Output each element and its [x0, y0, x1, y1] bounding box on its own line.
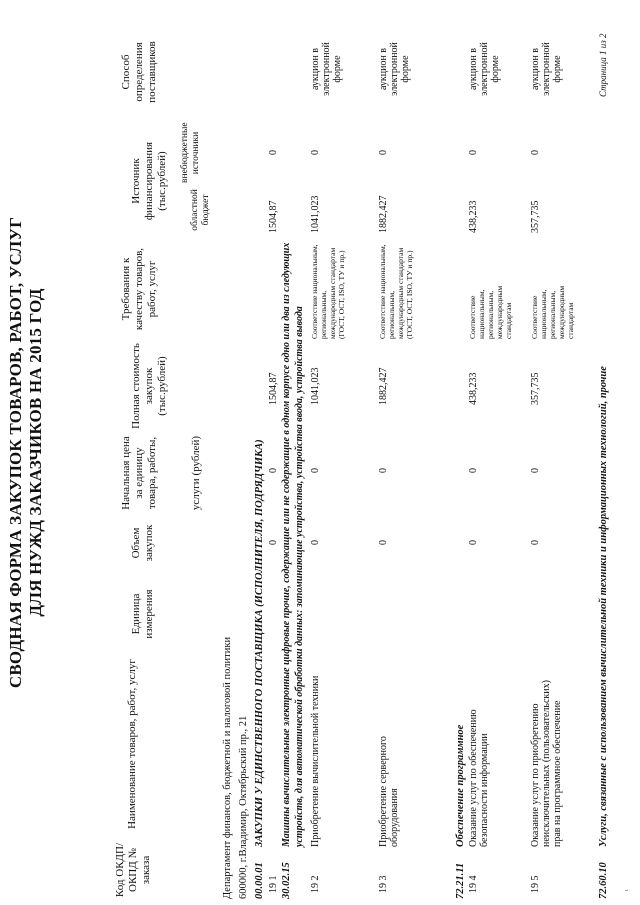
- document-title-line2: ДЛЯ НУЖД ЗАКАЗЧИКОВ НА 2015 ГОД: [26, 288, 45, 617]
- row-19-3-method: аукцион в электронной форме: [378, 42, 411, 96]
- row-19-5-code: 19 5: [530, 875, 541, 893]
- group2-title: Обеспечение программное: [455, 724, 466, 847]
- header-price: Начальная цена за единицу товара, работы,: [120, 436, 158, 510]
- header-name: Наименование товаров, работ, услуг: [126, 659, 138, 829]
- group1-title-line2: устройств, для автоматической обработки данных: запоминающие устройства, устройства ввода, устройства вывода: [294, 306, 305, 847]
- scan-mark: ɩ: [624, 889, 630, 891]
- row-19-3-code: 19 3: [378, 875, 389, 893]
- row-19-4-price: 0: [468, 468, 479, 473]
- row-19-1-price: 0: [268, 468, 279, 473]
- row-19-2-name: Приобретение вычислительной техники: [310, 675, 321, 847]
- group1-code: 30.02.15: [281, 862, 292, 899]
- row-19-5-extra: 0: [530, 150, 541, 155]
- row-19-1-volume: 0: [268, 540, 279, 545]
- row-19-2-method: аукцион в электронной форме: [310, 42, 343, 96]
- group1-title-line1: Машины вычислительные электронные цифровые прочие, содержащие или не содержащие в одном корпусе одно или два из следующих: [281, 242, 292, 847]
- header-code: Код ОКДП/ ОКПД № заказа: [114, 842, 152, 898]
- group3-title: Услуги, связанные с использованием вычислительной техники и информационных технологий, прочие: [598, 366, 609, 847]
- document-title-line1: СВОДНАЯ ФОРМА ЗАКУПОК ТОВАРОВ, РАБОТ, УСЛУГ: [6, 216, 25, 689]
- row-19-4-method: аукцион в электронной форме: [468, 42, 501, 96]
- row-19-2-code: 19 2: [310, 875, 321, 893]
- row-19-4-requirements: Соответствие национальным, региональным, международным стандартам: [468, 285, 513, 339]
- row-19-4-name: Оказание услуг по обеспечению безопасности информации: [468, 709, 490, 847]
- row-19-5-volume: 0: [530, 540, 541, 545]
- row-19-4-total: 438,233: [468, 372, 479, 405]
- row-19-3-extra: 0: [378, 150, 389, 155]
- header-total: Полная стоимость закупок (тыс.рублей): [130, 343, 168, 429]
- header-source-regional: областной бюджет: [190, 189, 211, 231]
- row-19-5-total: 357,735: [530, 372, 541, 405]
- row-19-1-regional: 1504,87: [268, 200, 279, 233]
- row-19-2-extra: 0: [310, 150, 321, 155]
- row-19-4-volume: 0: [468, 540, 479, 545]
- header-source: Источник финансирования (тыс.рублей): [130, 141, 168, 221]
- header-source-extra: внебюджетные источники: [180, 122, 201, 183]
- row-19-4-extra: 0: [468, 150, 479, 155]
- row-19-4-regional: 438,233: [468, 200, 479, 233]
- row-19-3-regional: 1882,427: [378, 195, 389, 233]
- row-19-1-code: 19 1: [268, 875, 279, 893]
- row-19-5-name: Оказание услуг по приобретению неисключительных (пользовательских) прав на программное обеспечение: [530, 680, 563, 847]
- customer-line1: Департамент финансов, бюджетной и налоговой политики: [222, 636, 233, 899]
- group3-code: 72.60.10: [598, 862, 609, 899]
- row-19-3-total: 1882,427: [378, 367, 389, 405]
- row-19-3-volume: 0: [378, 540, 389, 545]
- group2-code: 72.21.11: [455, 862, 466, 899]
- customer-line2: 600000, г.Владимир, Октябрьский пр., 21: [238, 715, 249, 899]
- row-19-3-requirements: Соответствие национальным, региональным, международным стандартам (ГОСТ, ОСТ, ISO, ТУ и пр.): [378, 244, 414, 339]
- row-19-1-extra: 0: [268, 150, 279, 155]
- row-19-5-method: аукцион в электронной форме: [530, 42, 563, 96]
- row-19-3-name: Приобретение серверного оборудования: [378, 736, 400, 847]
- section1-title: ЗАКУПКИ У ЕДИНСТВЕННОГО ПОСТАВЩИКА (ИСПОЛНИТЕЛЯ, ПОДРЯДЧИКА): [254, 439, 265, 847]
- row-19-1-total: 1504,87: [268, 372, 279, 405]
- header-method: Способ определения поставщиков: [120, 41, 158, 103]
- row-19-5-requirements: Соответствие национальным, региональным, международным стандартам: [530, 285, 575, 339]
- row-19-5-price: 0: [530, 468, 541, 473]
- row-19-2-requirements: Соответствие национальным, региональным, международным стандартам (ГОСТ, ОСТ, ISO, ТУ и пр.): [310, 244, 346, 339]
- header-unit: Единица измерения: [130, 589, 155, 639]
- header-price-suffix: услуги (рублей): [190, 435, 202, 511]
- row-19-2-regional: 1041,023: [310, 195, 321, 233]
- row-19-5-regional: 357,735: [530, 200, 541, 233]
- row-19-2-total: 1041,023: [310, 367, 321, 405]
- section1-code: 00.00.01: [254, 862, 265, 899]
- header-volume: Объем закупок: [130, 524, 155, 562]
- row-19-2-price: 0: [310, 468, 321, 473]
- header-requirements: Требования к качеству товаров, работ, услуг: [120, 247, 158, 331]
- page-number: Страница 1 из 2: [598, 33, 608, 97]
- row-19-3-price: 0: [378, 468, 389, 473]
- row-19-2-volume: 0: [310, 540, 321, 545]
- row-19-4-code: 19 4: [468, 875, 479, 893]
